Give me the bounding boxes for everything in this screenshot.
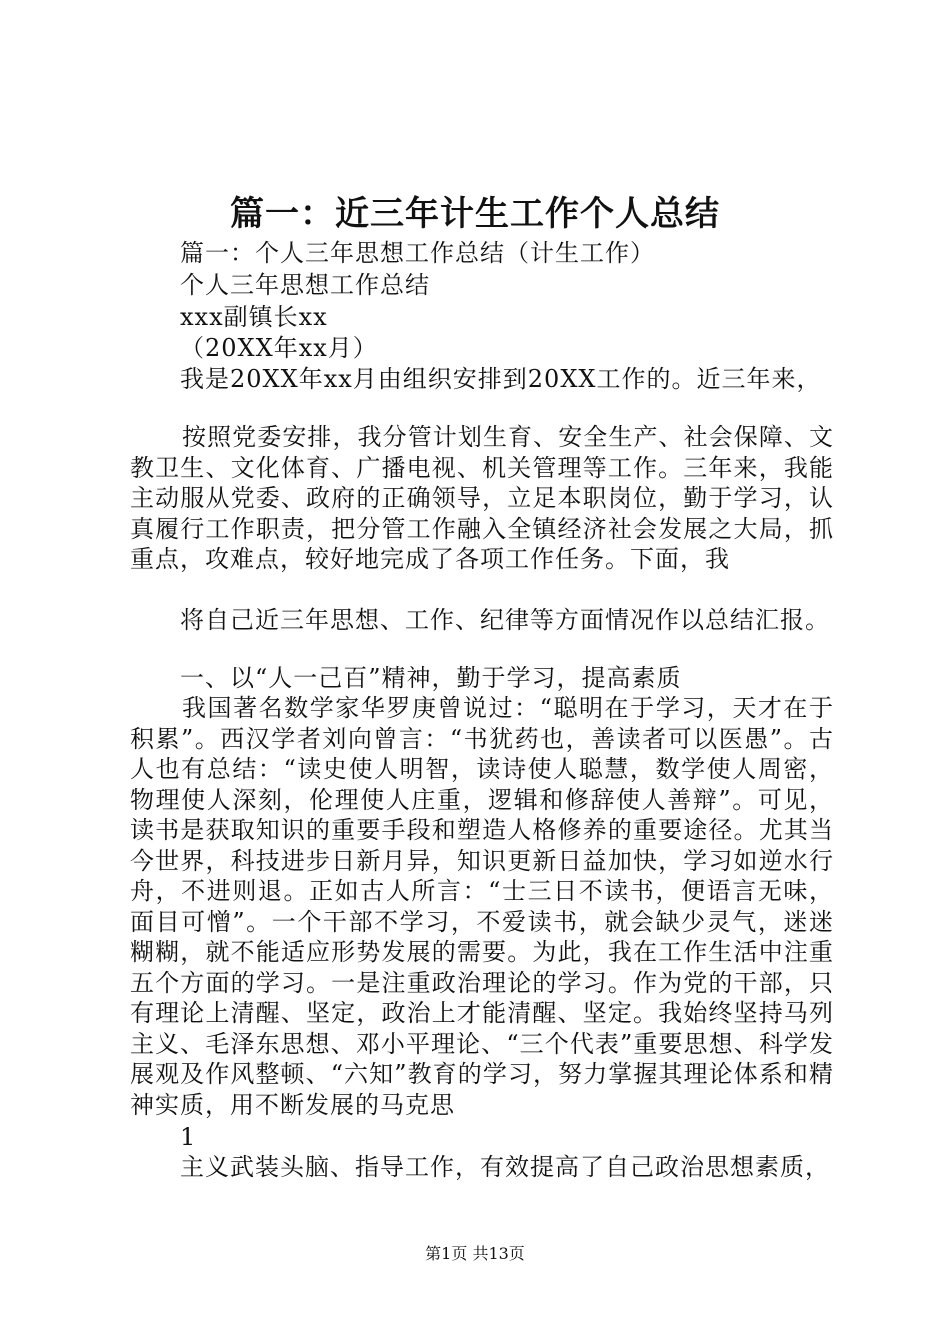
paragraph-3: 我国著名数学家华罗庚曾说过：“聪明在于学习，天才在于积累”。西汉学者刘向曾言：“书犹药也，善读者可以医愚”。古人也有总结：“读史使人明智，读诗使人聪慧，数学使人周密，物理使人深刻，伦理使人庄重，逻辑和修辞使人善辩”。可见，读书是获取知识的重要手段和塑造人格修养的重要途径。尤其当今世界，科技进步日新月异，知识更新日益加快，学习如逆水行舟，不进则退。正如古人所言：“士三日不读书，便语言无味，面目可憎”。一个干部不学习，不爱读书，就会缺少灵气，迷迷糊糊，就不能适应形势发展的需要。为此，我在工作生活中注重五个方面的学习。一是注重政治理论的学习。作为党的干部，只有理论上清醒、坚定，政治上才能清醒、坚定。我始终坚持马列主义、毛泽东思想、邓小平理论、“三个代表”重要思想、科学发展观及作风整顿、“六知”教育的学习，努力掌握其理论体系和精神实质，用不断发展的马克思 [130,694,834,1119]
header-line-1: 篇一：个人三年思想工作总结（计生工作） [180,239,655,267]
paragraph-4: 主义武装头脑、指导工作，有效提高了自己政治思想素质， [180,1153,830,1181]
paragraph-2: 将自己近三年思想、工作、纪律等方面情况作以总结汇报。 [180,606,830,634]
inline-page-number: 1 [180,1123,197,1151]
section-heading: 一、以“人一己百”精神，勤于学习，提高素质 [180,664,682,692]
document-title: 篇一：近三年计生工作个人总结 [230,194,720,234]
page-footer: 第1页 共13页 [425,1244,525,1263]
header-line-3: xxx副镇长xx [180,303,328,331]
paragraph-1: 按照党委安排，我分管计划生育、安全生产、社会保障、文教卫生、文化体育、广播电视、机关管理等工作。三年来，我能主动服从党委、政府的正确领导，立足本职岗位，勤于学习，认真履行工作职责，把分管工作融入全镇经济社会发展之大局，抓重点，攻难点，较好地完成了各项工作任务。下面，我 [130,423,834,573]
header-line-5: 我是20XX年xx月由组织安排到20XX工作的。近三年来， [180,365,822,393]
header-line-4: （20XX年xx月） [180,334,378,362]
header-line-2: 个人三年思想工作总结 [180,271,430,299]
